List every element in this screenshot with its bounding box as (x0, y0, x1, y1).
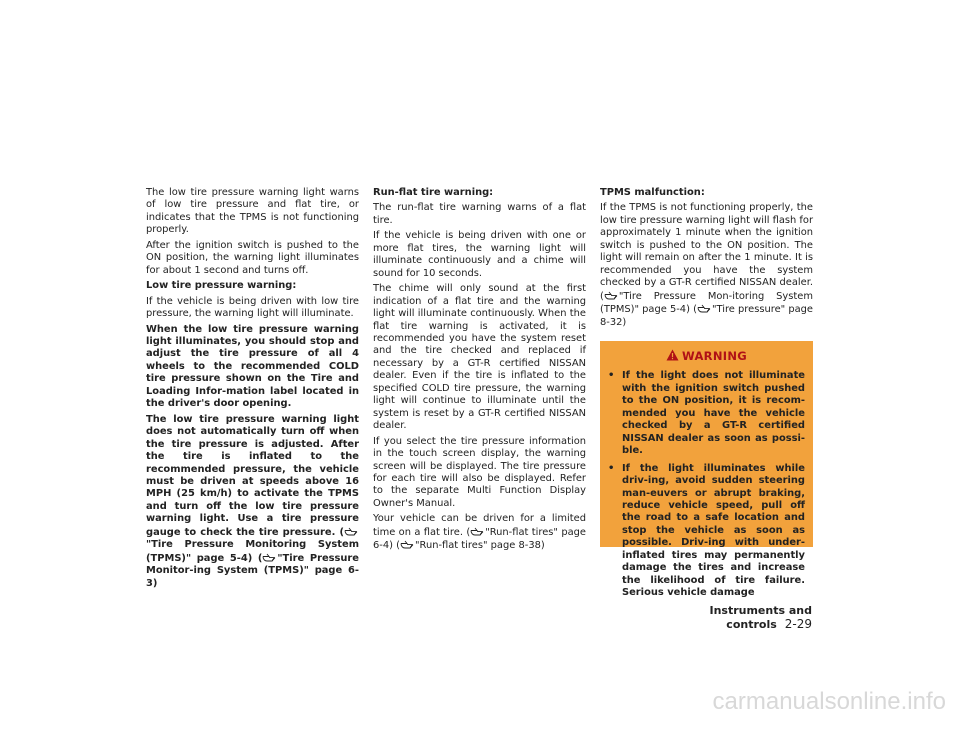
text-run: Your vehicle can be driven for a limited time on a flat tire. ( (373, 513, 586, 538)
warning-list (608, 370, 805, 599)
paragraph (373, 513, 586, 552)
section-heading: TPMS malfunction: (600, 187, 705, 198)
link-text[interactable]: "Run-flat tires" page 6-4) ( (373, 526, 586, 552)
text-run: The low tire pressure warning light does not automatically turn off when the tire pressure is adjusted. After the tire is inflated to the recommended pressure, the vehicle must be driven at speeds above 16 MPH (25 km/h) to activate the TPMS and turn off the low tire pressure warning light. Use a tire pressure gauge to check the tire pressure. ( (146, 413, 359, 538)
paragraph: After the ignition switch is pushed to the ON position, the warning light illuminates for about 1 second and turns off. (146, 239, 359, 276)
paragraph: The run-flat tire warning warns of a flat tire. (373, 202, 586, 226)
warning-title-text: WARNING (682, 348, 747, 363)
pointing-hand-icon (604, 290, 619, 300)
bold-paragraph (146, 414, 359, 590)
link-text[interactable]: "Tire Pressure Mon-itoring System (TPMS)" page 5-4) ( (600, 290, 813, 316)
bold-paragraph: When the low tire pressure warning light illuminates, you should stop and adjust the tire pressure of all 4 wheels to the recommended COLD tire pressure shown on the Tire and Loading Infor-mation label located in the driver's door opening. (146, 323, 359, 410)
pointing-hand-icon (400, 539, 415, 549)
paragraph (600, 202, 813, 329)
link-text[interactable]: "Tire pressure" page 8-32) (600, 304, 814, 328)
warning-item: • If the light does not illuminate with the ignition switch pushed to the ON position, it is recom-mended you have the vehicle checked by a GT-R certified NISSAN dealer as soon as possi-ble. (608, 370, 805, 457)
pointing-hand-icon (697, 303, 712, 313)
pointing-hand-icon (344, 526, 359, 536)
page-footer (640, 604, 812, 631)
column-left (146, 187, 359, 593)
section-heading: Low tire pressure warning: (146, 280, 297, 292)
paragraph: If you select the tire pressure information in the touch screen display, the warning screen will be displayed. The tire pressure for each tire will also be displayed. Refer to the separate Multi Function Display Owner's Manual. (373, 435, 586, 509)
paragraph: The low tire pressure warning light warns of low tire pressure and flat tire, or indicates that the TPMS is not functioning properly. (146, 187, 359, 236)
paragraph: The chime will only sound at the first indication of a flat tire and the warning light will illuminate continuously. When the flat tire warning is activated, it is recommended you have the system reset and the tire checked and replaced if necessary by a GT-R certified NISSAN dealer. Even if the tire is inflated to the specified COLD tire pressure, the warning light will continue to illuminate until the system is reset by a GT-R certified NISSAN dealer. (373, 283, 586, 432)
warning-title (608, 349, 805, 362)
link-text[interactable]: "Tire Pressure Monitor-ing System (TPMS)" page 6-3) (146, 552, 360, 589)
page-number: 2-29 (784, 617, 812, 631)
paragraph: If the vehicle is being driven with low tire pressure, the warning light will illuminate. (146, 295, 359, 320)
section-heading: Run-flat tire warning: (373, 187, 494, 198)
section-name: Instruments and controls (709, 604, 812, 631)
warning-item: • If the light illuminates while driv-ing, avoid sudden steering man-euvers or abrupt braking, reduce vehicle speed, pull off the road to a safe location and stop the vehicle as soon as possible. Driv-ing with under-inflated tires may permanently damage the tires and increase the likelihood of tire failure. Serious vehicle damage (608, 463, 805, 600)
column-middle (373, 187, 586, 556)
link-text[interactable]: "Tire Pressure Monitoring System (TPMS)" page 5-4) ( (146, 539, 359, 564)
pointing-hand-icon (470, 526, 485, 536)
warning-triangle-icon (666, 349, 679, 361)
watermark: carmanualsonline.info (712, 688, 946, 715)
column-right (600, 187, 814, 599)
warning-box (600, 341, 813, 599)
paragraph: If the vehicle is being driven with one or more flat tires, the warning light will illuminate continuously and a chime will sound for 10 seconds. (373, 230, 586, 279)
text-run: If the TPMS is not functioning properly, the low tire pressure warning light will flash for approximately 1 minute when the ignition switch is pushed to the ON position. The light will remain on after the 1 minute. It is recommended you have the system checked by a GT-R certified NISSAN dealer. ( (600, 202, 814, 302)
link-text[interactable]: "Run-flat tires" page 8-38) (414, 540, 545, 552)
pointing-hand-icon (262, 552, 277, 562)
